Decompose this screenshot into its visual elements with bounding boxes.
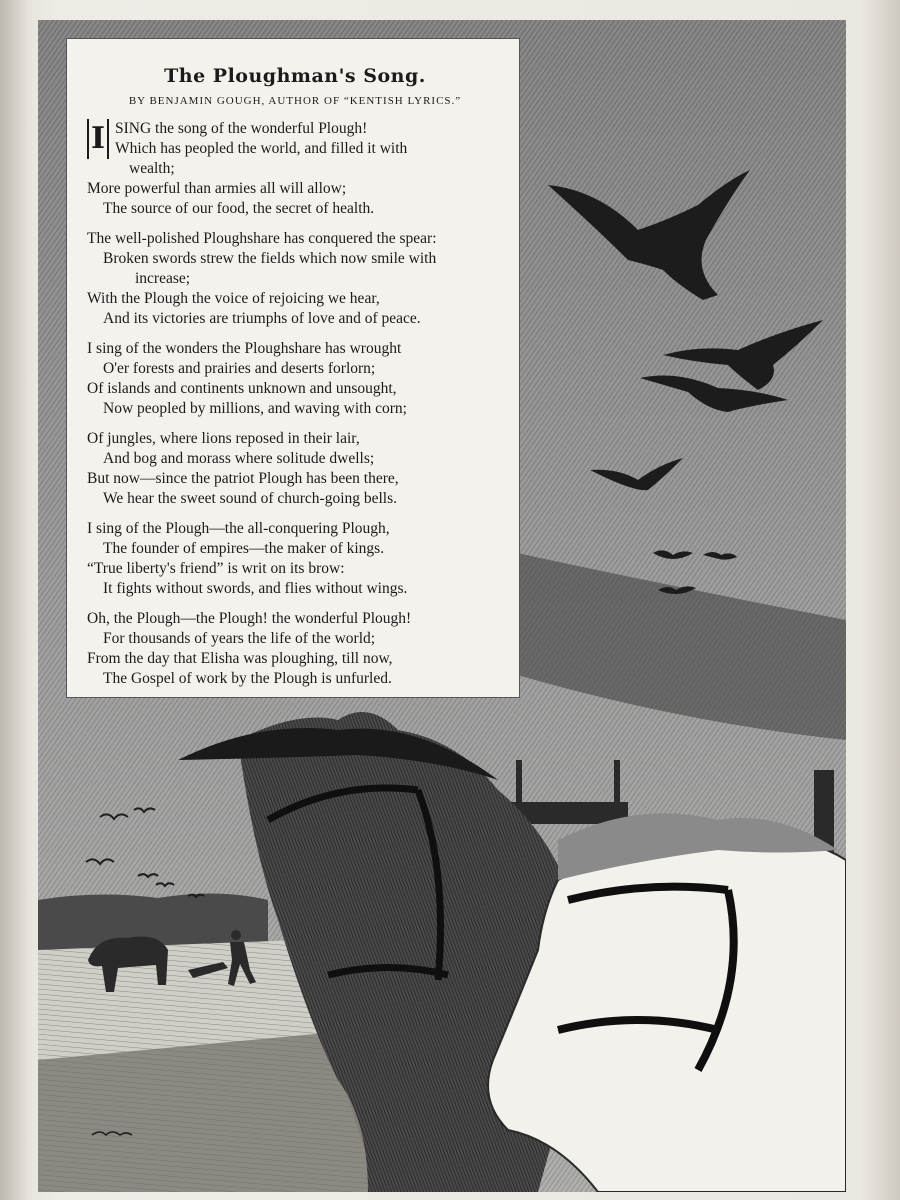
stanza-1 [87,119,503,219]
poem-line: More powerful than armies all will allow; [87,180,347,197]
poem-line: wealth; [129,160,175,177]
stanza-5 [87,519,503,599]
stanza-3 [87,339,503,419]
poem-line: And its victories are triumphs of love and of peace. [103,310,421,327]
poem-line: I sing of the Plough—the all-conquering Plough, [87,520,390,537]
poem-line: But now—since the patriot Plough has been there, [87,470,399,487]
poem-line: Broken swords strew the fields which now smile with [103,250,437,267]
poem-line: O'er forests and prairies and deserts forlorn; [103,360,376,377]
stanza-6 [87,609,503,689]
poem-line: Of jungles, where lions reposed in their lair, [87,430,360,447]
poem-line: Of islands and continents unknown and unsought, [87,380,397,397]
poem-line: The source of our food, the secret of health. [103,200,375,217]
poem-line: The well-polished Ploughshare has conquered the spear: [87,230,437,247]
poem-line: It fights without swords, and flies without wings. [103,580,408,597]
drop-cap: I [87,119,109,159]
poem-line: I sing of the wonders the Ploughshare has wrought [87,340,402,357]
poem-line: With the Plough the voice of rejoicing we hear, [87,290,380,307]
poem-line: The founder of empires—the maker of kings. [103,540,385,557]
poem-line: Now peopled by millions, and waving with corn; [103,400,407,417]
poem-line: “True liberty's friend” is writ on its brow: [87,560,345,577]
poem-line: For thousands of years the life of the world; [103,630,376,647]
poem-line: We hear the sweet sound of church-going bells. [103,490,398,507]
poem-line: The Gospel of work by the Plough is unfurled. [103,670,392,687]
poem-title: The Ploughman's Song. [164,65,426,87]
poem-line: increase; [135,270,191,287]
poem-line: From the day that Elisha was ploughing, till now, [87,650,393,667]
poem-line: And bog and morass where solitude dwells; [103,450,375,467]
poem-panel [66,38,520,698]
poem-line: Which has peopled the world, and filled it with [115,140,408,157]
stanza-4 [87,429,503,509]
poem-line: Oh, the Plough—the Plough! the wonderful Plough! [87,610,412,627]
poem-byline: BY BENJAMIN GOUGH, AUTHOR OF “KENTISH LYRICS.” [128,95,462,107]
stanza-2 [87,229,503,329]
poem-line: SING the song of the wonderful Plough! [115,120,368,137]
